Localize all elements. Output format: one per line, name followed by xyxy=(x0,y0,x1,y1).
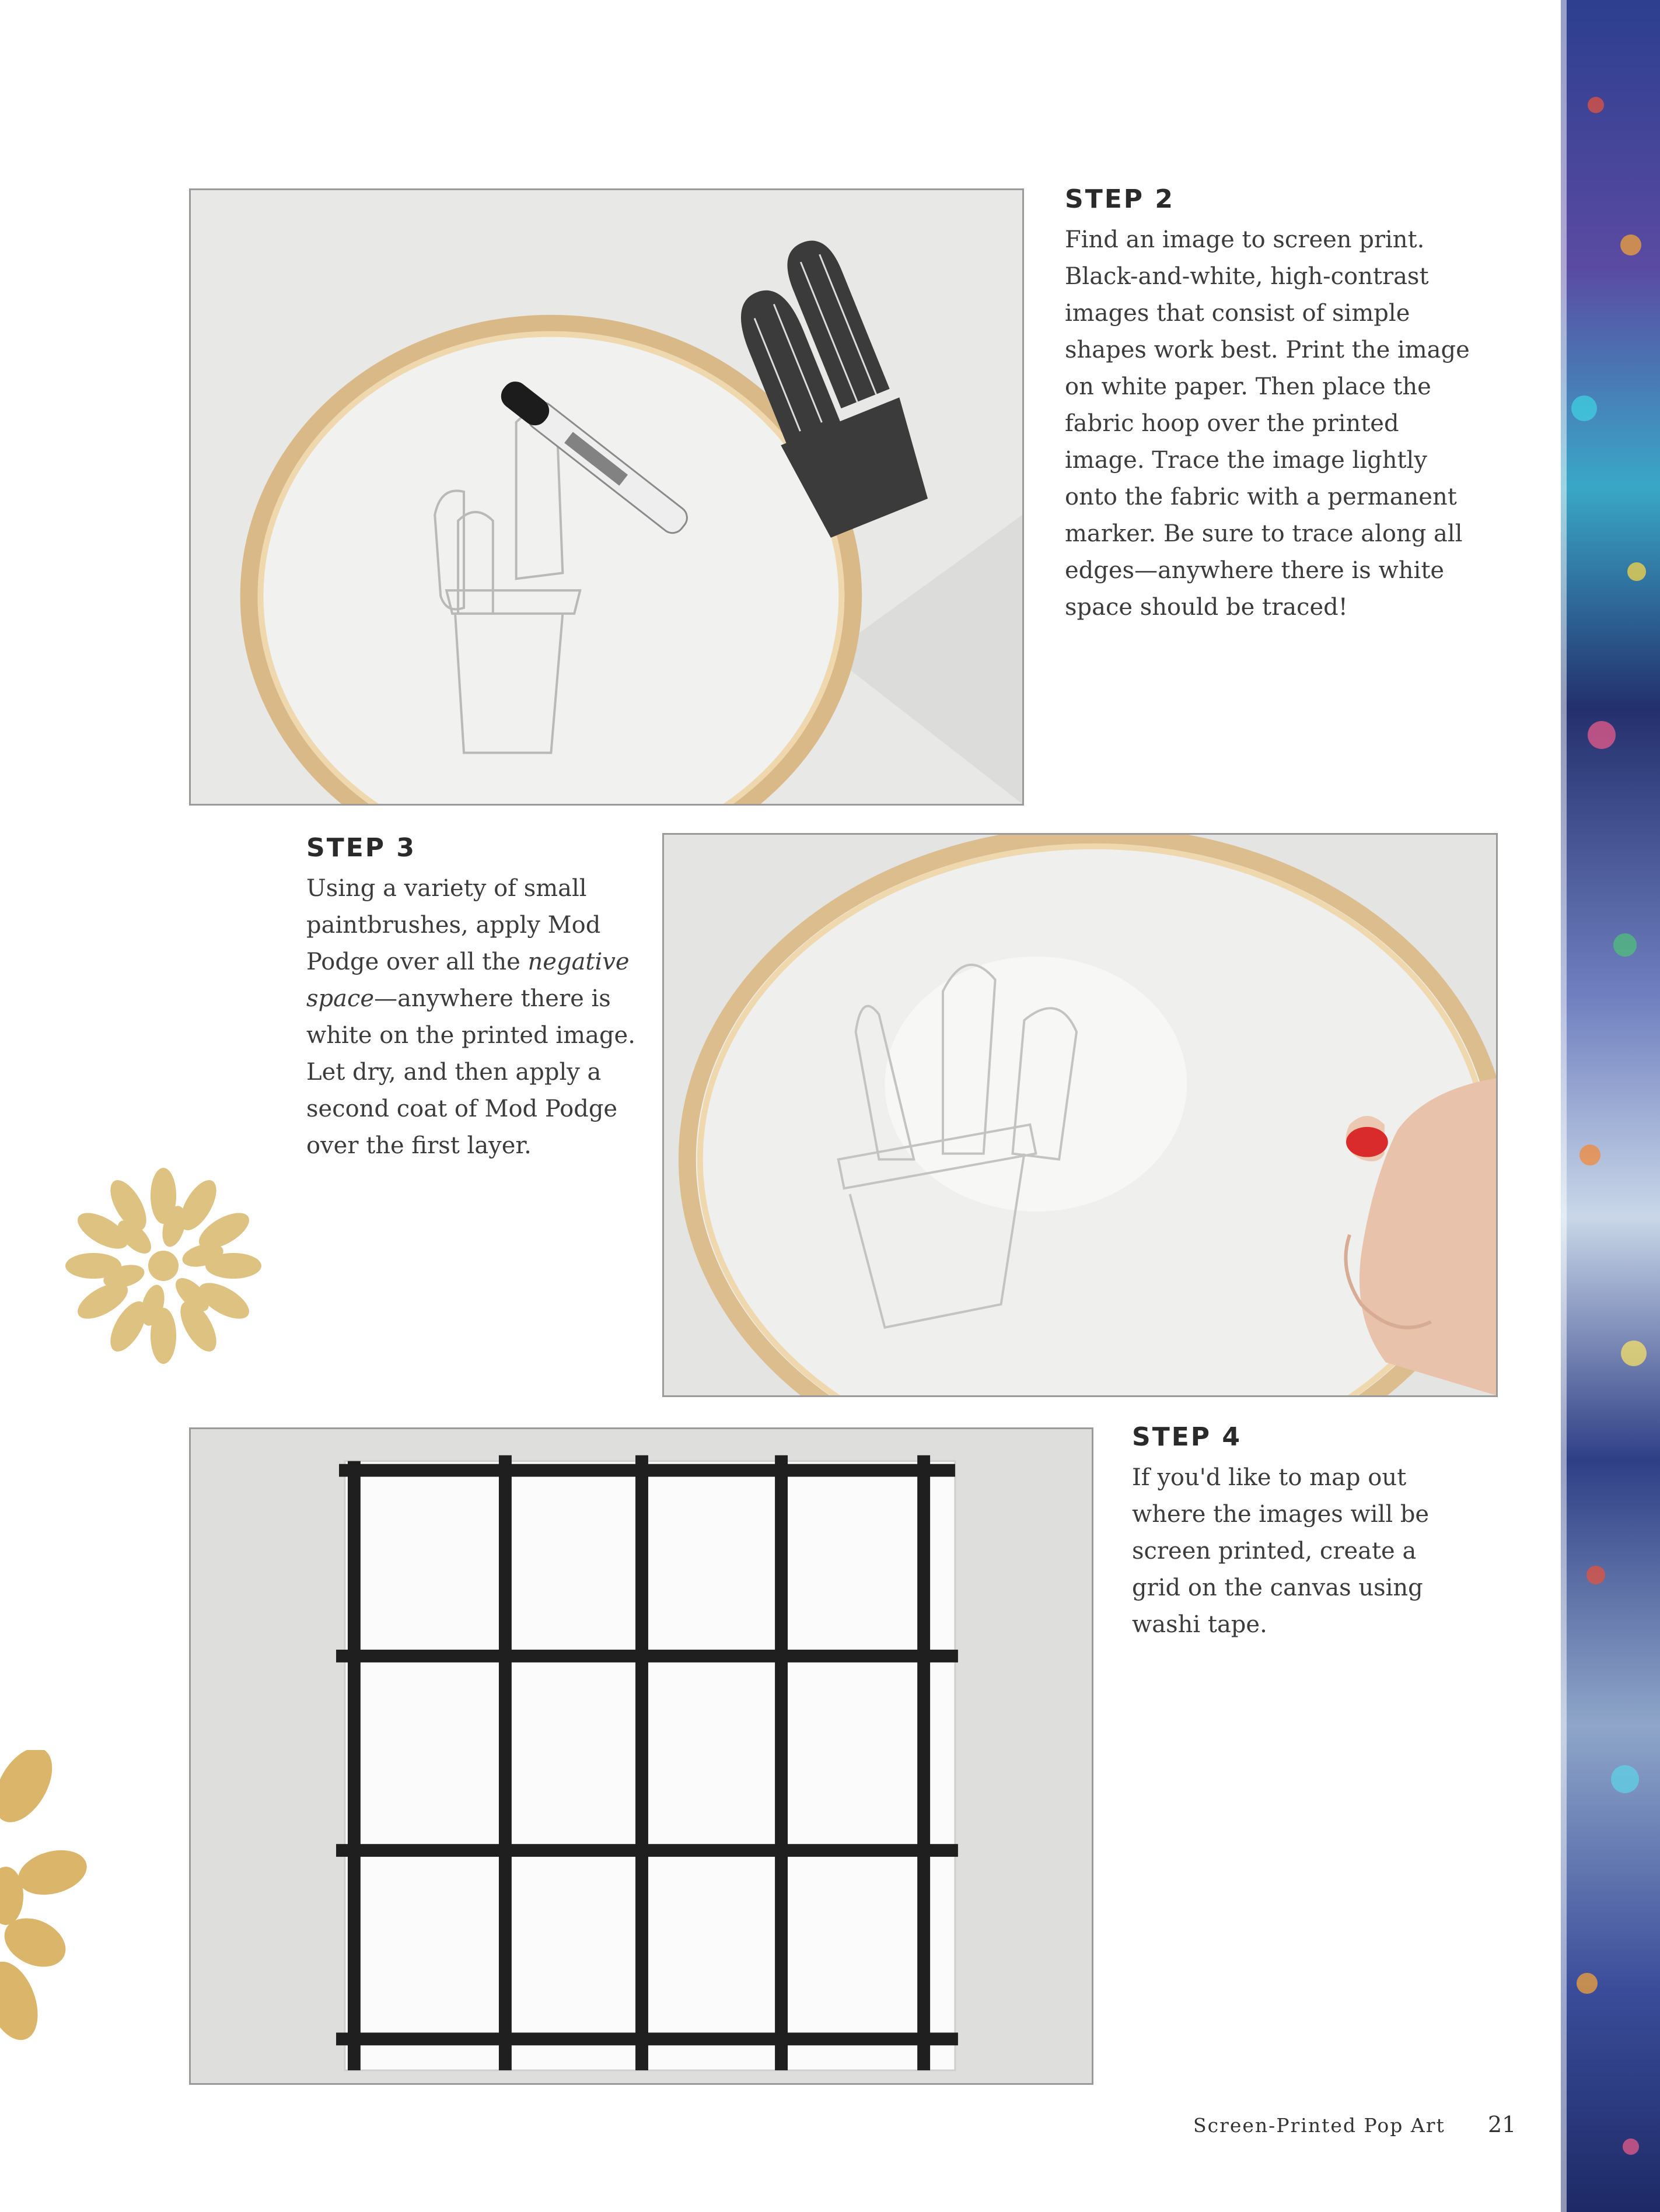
step-3-title: STEP 3 xyxy=(306,833,416,863)
page-number: 21 xyxy=(1488,2112,1516,2137)
step-3 xyxy=(306,834,645,1164)
step-2-photo xyxy=(189,188,1024,806)
paint-splatter-border xyxy=(1561,0,1660,2212)
step-3-body-emphasis: negative space xyxy=(306,949,630,1013)
hoop-trace-illustration xyxy=(191,190,1022,804)
step-3-body xyxy=(306,870,645,1164)
step-2 xyxy=(1065,186,1473,626)
step-3-body-end: —anywhere there is white on the printed image. Let dry, and then apply a second coat of Mod Podge over the first layer. xyxy=(306,985,635,1160)
step-3-body-start: Using a variety of small paintbrushes, apply Mod Podge over all the xyxy=(306,875,601,976)
running-footer-title: Screen-Printed Pop Art xyxy=(1193,2114,1445,2137)
mod-podge-illustration xyxy=(664,835,1496,1395)
step-4-title: STEP 4 xyxy=(1132,1422,1242,1452)
gold-flower-decoration-left xyxy=(58,1161,268,1371)
step-2-title: STEP 2 xyxy=(1065,184,1175,214)
step-2-body: Find an image to screen print. Black-and-white, high-contrast images that consist of simple shapes work best. Print the image on white paper. Then place the fabric hoop over the printed image. Trace the image lightly onto the fabric with a permanent marker. Be sure to trace along all edges—anywhere there is white space should be traced! xyxy=(1065,226,1470,621)
washi-grid-illustration xyxy=(191,1429,1092,2083)
step-3-photo xyxy=(662,833,1498,1397)
step-4-body: If you'd like to map out where the images will be screen printed, create a grid on the canvas using washi tape. xyxy=(1132,1464,1430,1639)
gold-flower-decoration-bottom-left xyxy=(0,1750,99,2077)
step-4 xyxy=(1132,1423,1459,1643)
step-4-photo xyxy=(189,1427,1093,2085)
